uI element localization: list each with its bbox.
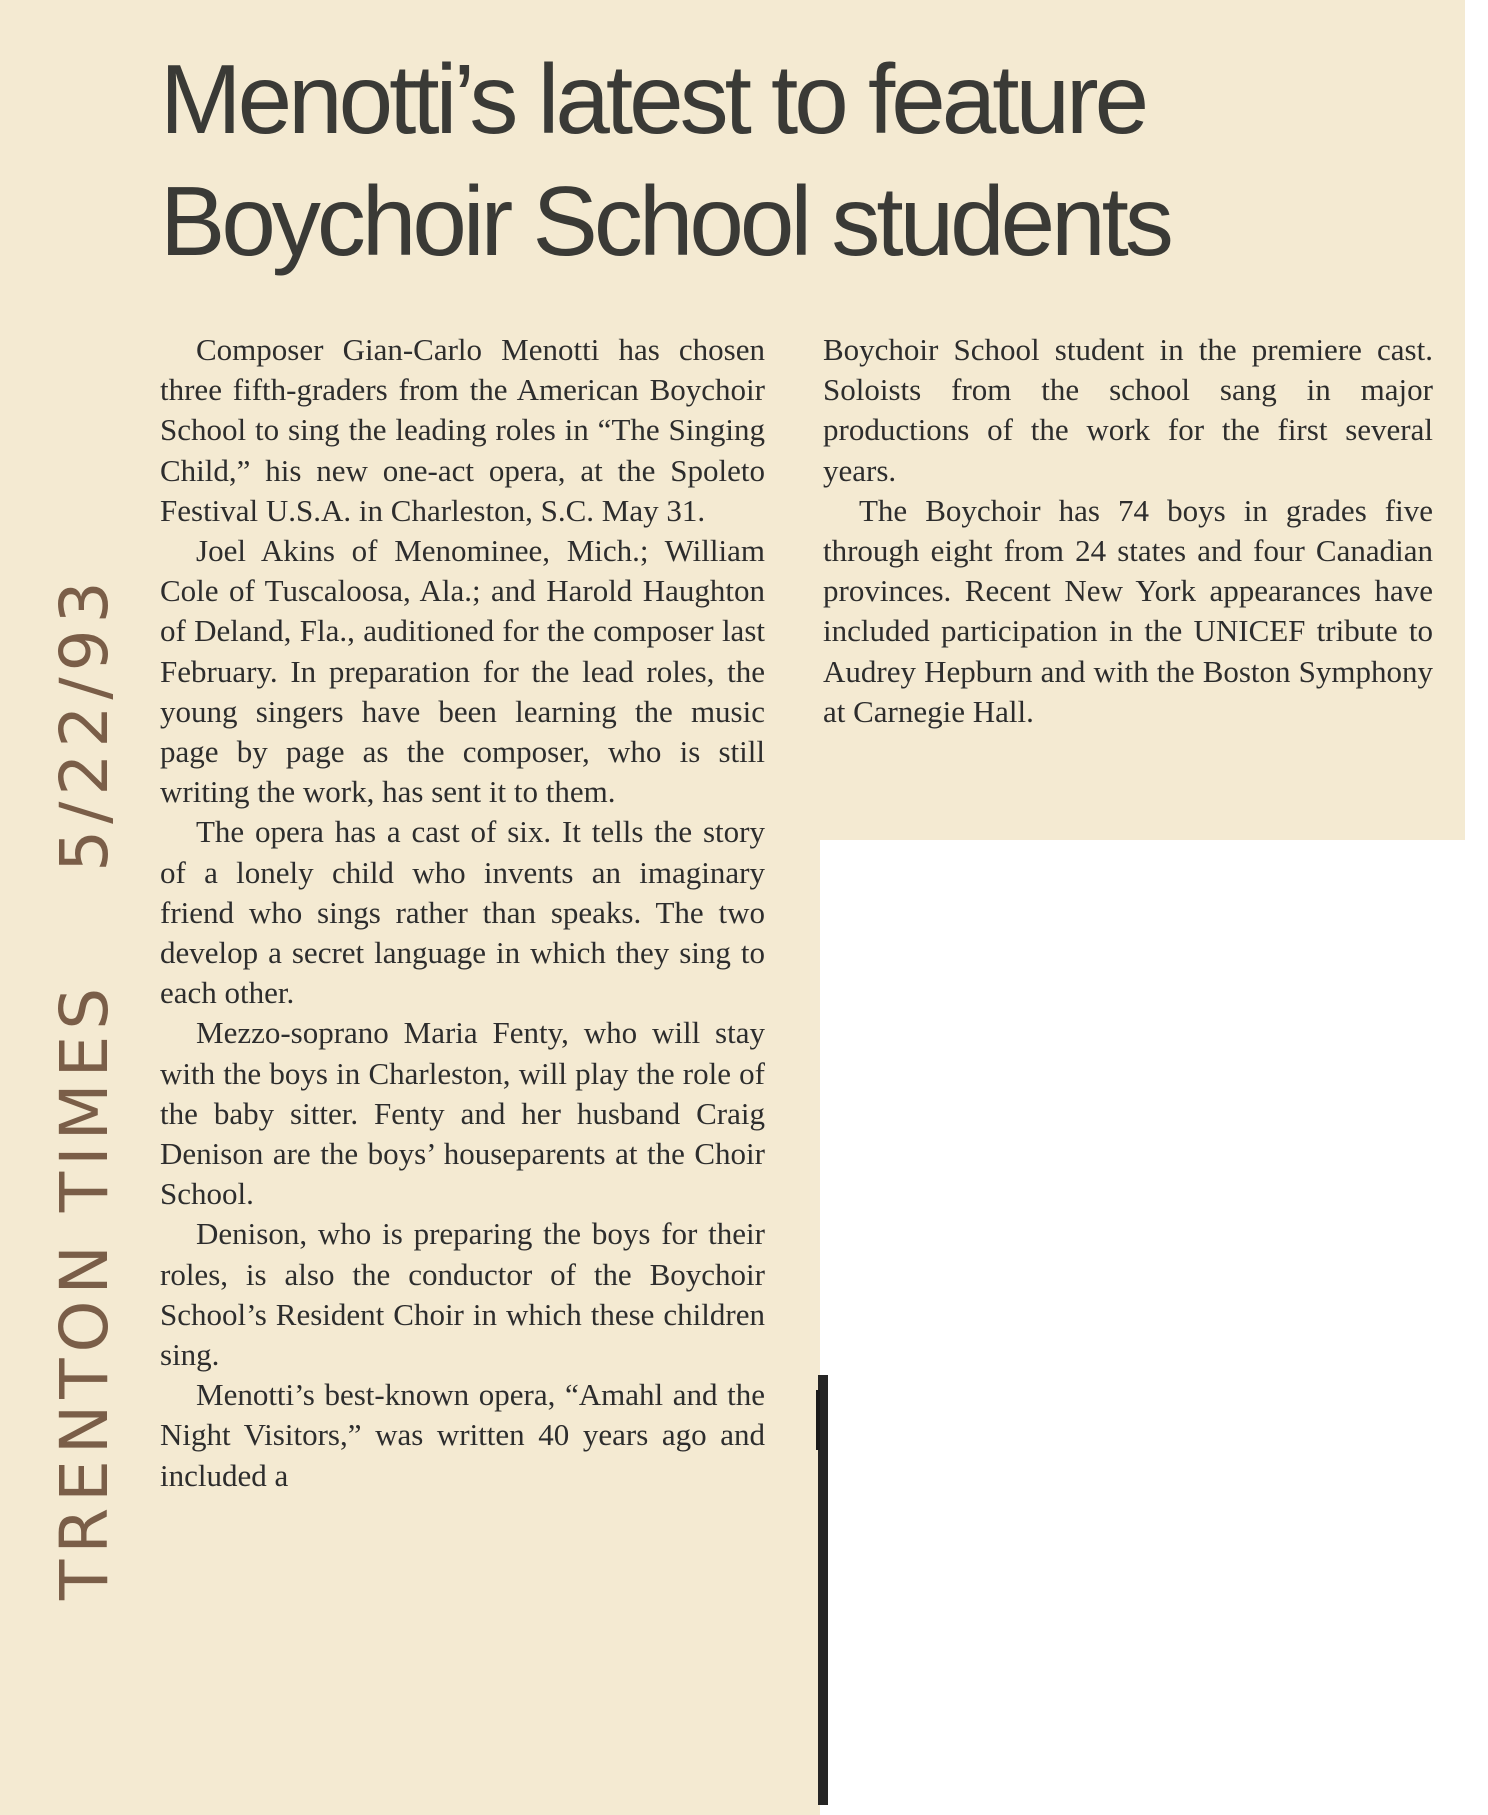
handwritten-note [46, 575, 123, 1600]
handwritten-date: 5/22/93 [46, 575, 123, 872]
headline-line-2: Boychoir School students [160, 166, 1170, 276]
article-column-left [160, 330, 765, 1496]
paragraph: Joel Akins of Menominee, Mich.; William Cole of Tuscaloosa, Ala.; and Harold Haughton of Deland, Fla., auditioned for the composer last February. In preparation for the lead roles, the young singers have been learning the music page by page as the composer, who is still writing the work, has sent it to them. [160, 533, 765, 810]
paragraph-continued: Boychoir School student in the premiere cast. Soloists from the school sang in major productions of the work for the first several years. [823, 332, 1433, 488]
paragraph: Denison, who is preparing the boys for their roles, is also the conductor of the Boychoir School’s Resident Choir in which these children sing. [160, 1216, 765, 1373]
headline [160, 38, 1450, 282]
paragraph: Menotti’s best-known opera, “Amahl and the Night Visitors,” was written 40 years ago and included a [160, 1377, 765, 1493]
paragraph: The Boychoir has 74 boys in grades five through eight from 24 states and four Canadian provinces. Recent New York appearances have included participation in the UNICEF tribute to Audrey Hepburn and with the Boston Symphony at Carnegie Hall. [823, 492, 1433, 729]
handwritten-source: TRENTON TIMES [46, 981, 123, 1600]
headline-line-1: Menotti’s latest to feature [160, 44, 1146, 154]
article-column-right [823, 330, 1433, 732]
paragraph: Mezzo-soprano Maria Fenty, who will stay with the boys in Charleston, will play the role of the baby sitter. Fenty and her husband Craig Denison are the boys’ houseparents at the Choir School. [160, 1015, 765, 1212]
paragraph: Composer Gian-Carlo Menotti has chosen three fifth-graders from the American Boychoir School to sing the leading roles in “The Singing Child,” his new one-act opera, at the Spoleto Festival U.S.A. in Charleston, S.C. May 31. [160, 332, 765, 528]
paragraph: The opera has a cast of six. It tells the story of a lonely child who invents an imaginary friend who sings rather than speaks. The two develop a secret language in which they sing to each other. [160, 814, 765, 1011]
clipping-shadow-mark [816, 1390, 820, 1450]
